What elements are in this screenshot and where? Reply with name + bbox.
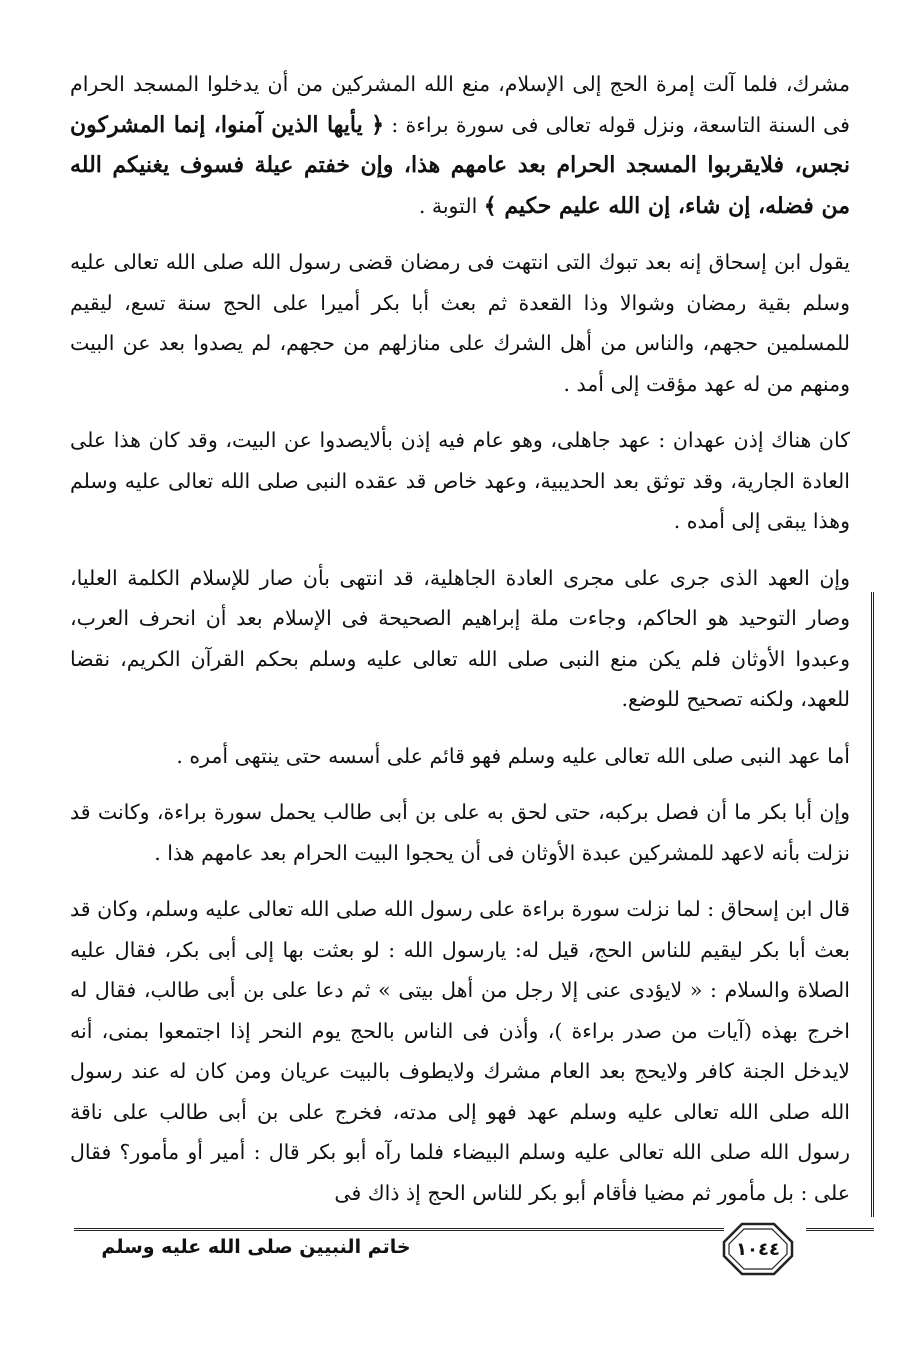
page-body: [70, 64, 850, 1213]
paragraph-2: يقول ابن إسحاق إنه بعد تبوك التى انتهت فى رمضان قضى رسول الله صلى الله تعالى عليه وسلم بقية رمضان وشوالا وذا القعدة ثم بعث أبا بكر أميرا على الحج سنة تسع، ليقيم للمسلمين حجهم، والناس من أهل الشرك على منازلهم من حجهم، لم يصدوا بعد عن البيت ومنهم من له عهد مؤقت إلى أمد .: [70, 250, 850, 396]
paragraph-1: [70, 64, 850, 226]
paragraph-6: وإن أبا بكر ما أن فصل بركبه، حتى لحق به على بن أبى طالب يحمل سورة براءة، وكانت قد نزلت بأنه لاعهد للمشركين عبدة الأوثان فى أن يحجوا البيت الحرام بعد عامهم هذا .: [70, 800, 850, 865]
page-number-badge: [722, 1222, 794, 1276]
footer-rule-right: [806, 1228, 874, 1231]
book-title: خاتم النبيين صلى الله عليه وسلم: [101, 1236, 411, 1258]
page-number: ١٠٤٤: [736, 1238, 780, 1260]
quran-verse: ﴿ يأيها الذين آمنوا، إنما المشركون نجس، فلايقربوا المسجد الحرام بعد عامهم هذا، وإن خفتم عيلة فسوف يغنيكم الله من فضله، إن شاء، إن الله عليم حكيم ﴾: [70, 111, 850, 219]
paragraph-7: قال ابن إسحاق : لما نزلت سورة براءة على رسول الله صلى الله تعالى عليه وسلم، وكان قد بعث أبا بكر ليقيم للناس الحج، قيل له: يارسول الله : لو بعثت بها إلى أبى بكر، فقال عليه الصلاة والسلام : « لايؤدى عنى إلا رجل من أهل بيتى » ثم دعا على بن أبى طالب، فقال له اخرج بهذه (آيات من صدر براءة )، وأذن فى الناس بالحج يوم النحر إذا اجتمعوا بمنى، أنه لايدخل الجنة كافر ولايحج بعد العام مشرك ولايطوف بالبيت عريان ومن كان له عند رسول الله صلى الله تعالى عليه وسلم عهد فهو إلى مدته، فخرج على بن أبى طالب على ناقة رسول الله صلى الله تعالى عليه وسلم البيضاء فلما رآه أبو بكر قال : أمير أو مأمور؟ فقال على : بل مأمور ثم مضيا فأقام أبو بكر للناس الحج إذ ذاك فى: [70, 897, 850, 1205]
footer-rule-left: [74, 1228, 724, 1231]
paragraph-4: وإن العهد الذى جرى على مجرى العادة الجاهلية، قد انتهى بأن صار للإسلام الكلمة العليا، وصار التوحيد هو الحاكم، وجاءت ملة إبراهيم الصحيحة فى الإسلام بعد أن انحرف العرب، وعبدوا الأوثان فلم يكن منع النبى صلى الله تعالى عليه وسلم بحكم القرآن الكريم، نقضا للعهد، ولكنه تصحيح للوضع.: [70, 565, 851, 711]
paragraph-3: كان هناك إذن عهدان : عهد جاهلى، وهو عام فيه إذن بألايصدوا عن البيت، وقد كان هذا على العادة الجارية، وقد توثق بعد الحديبية، وعهد خاص قد عقده النبى صلى الله تعالى عليه وسلم وهذا يبقى إلى أمده .: [70, 428, 850, 533]
margin-rule: [871, 592, 874, 1217]
paragraph-5: أما عهد النبى صلى الله تعالى عليه وسلم فهو قائم على أسسه حتى ينتهى أمره .: [176, 743, 850, 768]
paragraph-1-intro: مشرك، فلما آلت إمرة الحج إلى الإسلام، منع الله المشركين من أن يدخلوا المسجد الحرام فى السنة التاسعة، ونزل قوله تعالى فى سورة براءة :: [70, 72, 850, 137]
surah-reference: التوبة .: [418, 193, 484, 218]
